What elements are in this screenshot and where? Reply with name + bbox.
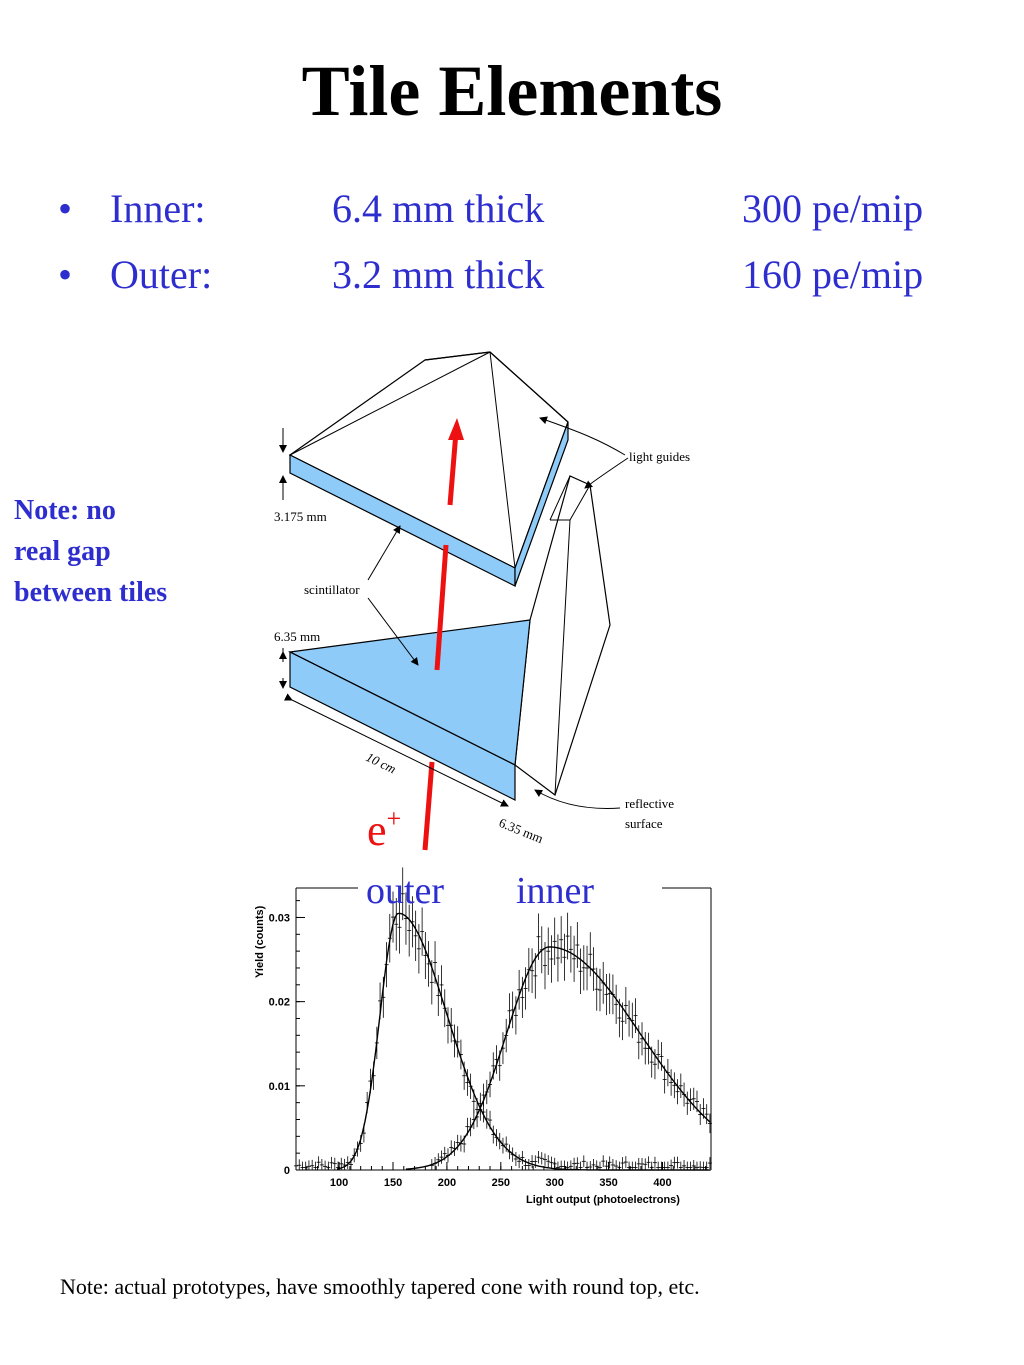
x-tick-label: 300 bbox=[545, 1177, 564, 1189]
x-axis-label: Light output (photoelectrons) bbox=[526, 1194, 680, 1206]
y-tick-label: 0 bbox=[283, 1165, 290, 1177]
reflective-label: reflective bbox=[625, 796, 675, 811]
y-tick-label: 0.01 bbox=[268, 1080, 290, 1093]
spec-thickness: 6.4 mm thick bbox=[332, 186, 545, 231]
x-tick-label: 100 bbox=[329, 1177, 349, 1189]
length-label: 10 cm bbox=[363, 749, 399, 777]
x-tick-label: 250 bbox=[491, 1177, 510, 1189]
fit-curve-inner bbox=[406, 947, 710, 1169]
gap-note-line: real gap bbox=[14, 536, 111, 567]
thin-dimension-label: 3.175 mm bbox=[274, 509, 327, 524]
scintillator-label: scintillator bbox=[304, 582, 360, 597]
y-axis-label: Yield (counts) bbox=[254, 905, 266, 978]
spec-label: Inner: bbox=[110, 186, 206, 231]
x-tick-label: 200 bbox=[437, 1177, 457, 1189]
y-tick-label: 0.03 bbox=[268, 912, 290, 925]
fit-curve-outer bbox=[337, 913, 710, 1170]
light-guides-label: light guides bbox=[629, 449, 691, 464]
page-title: Tile Elements bbox=[301, 51, 723, 131]
legend-inner: inner bbox=[516, 870, 595, 912]
reflective-callout bbox=[535, 790, 674, 831]
depth-label: 6.35 mm bbox=[496, 814, 546, 847]
x-tick-label: 400 bbox=[653, 1177, 672, 1189]
outer-tile bbox=[290, 352, 568, 586]
spec-label: Outer: bbox=[110, 252, 213, 297]
bullet-dot: • bbox=[58, 186, 73, 231]
positron-label: e+ bbox=[367, 804, 402, 855]
spec-yield: 160 pe/mip bbox=[742, 252, 924, 297]
bullet-dot: • bbox=[58, 252, 73, 297]
thick-dimension-label: 6.35 mm bbox=[274, 629, 321, 644]
gap-note-line: Note: no bbox=[14, 495, 116, 526]
y-tick-label: 0.02 bbox=[268, 996, 290, 1009]
legend-outer: outer bbox=[366, 870, 445, 912]
chart-plot-area bbox=[269, 867, 712, 1189]
x-tick-label: 150 bbox=[383, 1177, 403, 1189]
footnote: Note: actual prototypes, have smoothly tapered cone with round top, etc. bbox=[60, 1274, 700, 1299]
spec-yield: 300 pe/mip bbox=[742, 186, 924, 231]
surface-label: surface bbox=[625, 816, 663, 831]
spec-thickness: 3.2 mm thick bbox=[332, 252, 545, 297]
x-tick-label: 350 bbox=[599, 1177, 618, 1189]
gap-note-line: between tiles bbox=[14, 577, 168, 608]
